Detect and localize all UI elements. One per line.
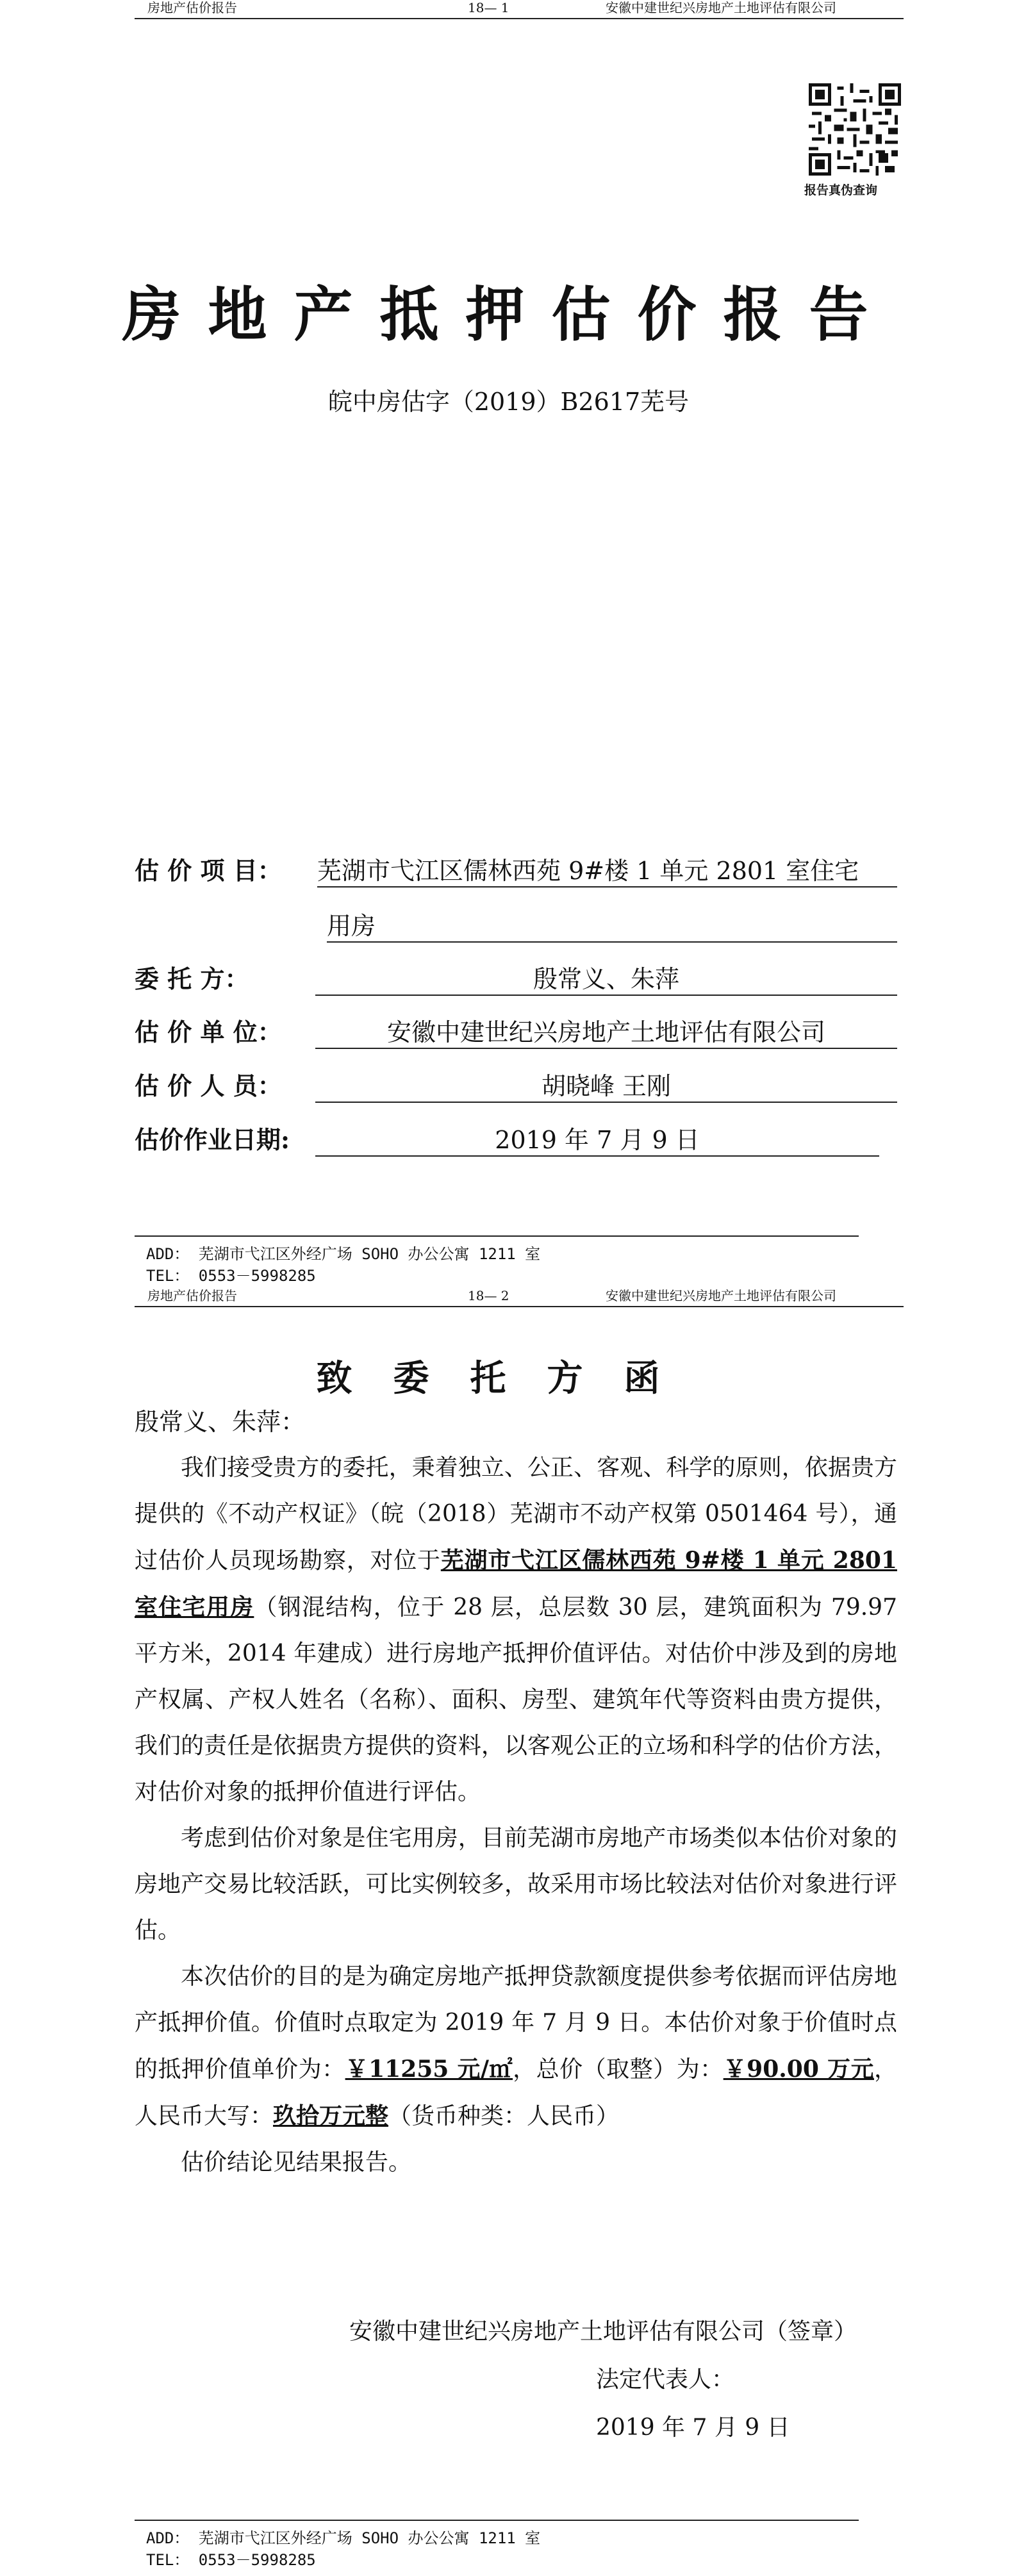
- text-run: ，总价（取整）为：: [513, 2056, 723, 2083]
- footer-phone: TEL： 0553－5998285: [146, 2551, 316, 2569]
- qr-code-icon[interactable]: [809, 83, 901, 176]
- paragraph-1: [135, 1445, 897, 1815]
- header-page-number: 18— 2: [468, 1288, 509, 1303]
- header-left: 房地产估价报告: [147, 1288, 237, 1303]
- qr-caption: 报告真伪查询: [804, 183, 878, 197]
- signature-date: 2019 年 7 月 9 日: [596, 2415, 790, 2441]
- header-company: 安徽中建世纪兴房地产土地评估有限公司: [606, 1288, 836, 1303]
- field-value: 胡晓峰 王刚: [315, 1066, 897, 1103]
- field-value: 殷常义、朱萍: [315, 959, 897, 996]
- page-header: [135, 0, 904, 19]
- price-in-words: 玖拾万元整: [273, 2102, 389, 2129]
- field-label: 估 价 项 目：: [135, 856, 282, 885]
- field-label: 估价作业日期:: [135, 1125, 290, 1154]
- text-run: 本次估价的目的是为确定房地产抵押贷款额度提供参考依据而评估房地产抵押价值。价值时点取定为 2019 年 7 月 9 日。本估价对象于价值时点的抵押价值单价为：: [135, 1963, 897, 2083]
- text-run: 我们接受贵方的委托，秉着独立、公正、客观、科学的原则，依据贵方提供的《不动产权证》（皖（2018）芜湖市不动产权第 0501464 号），通过估价人员现场勘察，对位于: [135, 1455, 897, 1574]
- header-page-number: 18— 1: [468, 0, 509, 15]
- field-value: 芜湖市弋江区儒林西苑 9#楼 1 单元 2801 室住宅: [317, 851, 897, 888]
- footer-phone: TEL： 0553－5998285: [146, 1267, 316, 1285]
- field-value: 2019 年 7 月 9 日: [315, 1120, 879, 1157]
- letter-body: [135, 1445, 897, 2186]
- document-number: 皖中房估字（2019）B2617芜号: [327, 388, 690, 416]
- text-run: （钢混结构，位于 28 层，总层数 30 层，建筑面积为 79.97 平方米，2014 年建成）进行房地产抵押价值评估。对估价中涉及到的房地产权属、产权人姓名（名称）、面积、房型、建筑年代等资料由贵方提供，我们的责任是依据贵方提供的资料，以客观公正的立场和科学的估价方法，对估价对象的抵押价值进行评估。: [135, 1594, 897, 1805]
- header-company: 安徽中建世纪兴房地产土地评估有限公司: [606, 0, 836, 15]
- salutation: 殷常义、朱萍：: [135, 1408, 306, 1436]
- field-label: 估 价 人 员：: [135, 1071, 282, 1100]
- signature-company: 安徽中建世纪兴房地产土地评估有限公司（签章）: [349, 2318, 857, 2345]
- paragraph-2: 考虑到估价对象是住宅用房，目前芜湖市房地产市场类似本估价对象的房地产交易比较活跃，可比实例较多，故采用市场比较法对估价对象进行评估。: [135, 1825, 897, 1944]
- paragraph-3: [135, 1954, 897, 2140]
- footer-address: ADD： 芜湖市弋江区外经广场 SOHO 办公公寓 1211 室: [146, 1245, 541, 1263]
- legal-representative: 法定代表人：: [596, 2366, 735, 2393]
- field-value: 安徽中建世纪兴房地产土地评估有限公司: [315, 1012, 897, 1049]
- letter-title: 致委托方函: [316, 1357, 701, 1399]
- entrustment-letter-page: [0, 1288, 1017, 2576]
- unit-price: ￥11255 元/㎡: [345, 2056, 513, 2083]
- footer-divider: [135, 1235, 859, 1237]
- total-price: ￥90.00 万元: [723, 2056, 874, 2083]
- text-run: ，人民币大写：: [135, 2056, 897, 2129]
- field-label: 估 价 单 位：: [135, 1018, 282, 1046]
- header-left: 房地产估价报告: [147, 0, 237, 15]
- text-run: （货币种类：人民币）: [388, 2103, 620, 2129]
- page-header: [135, 1288, 904, 1307]
- paragraph-4: 估价结论见结果报告。: [181, 2149, 412, 2176]
- footer-address: ADD： 芜湖市弋江区外经广场 SOHO 办公公寓 1211 室: [146, 2529, 541, 2547]
- footer-divider: [135, 2520, 859, 2521]
- report-title: 房地产抵押估价报告: [122, 280, 895, 349]
- field-label: 委 托 方：: [135, 964, 249, 993]
- property-address: 芜湖市弋江区儒林西苑 9#楼 1 单元 2801 室住宅用房: [135, 1547, 897, 1621]
- field-value-continued: 用房: [327, 906, 897, 943]
